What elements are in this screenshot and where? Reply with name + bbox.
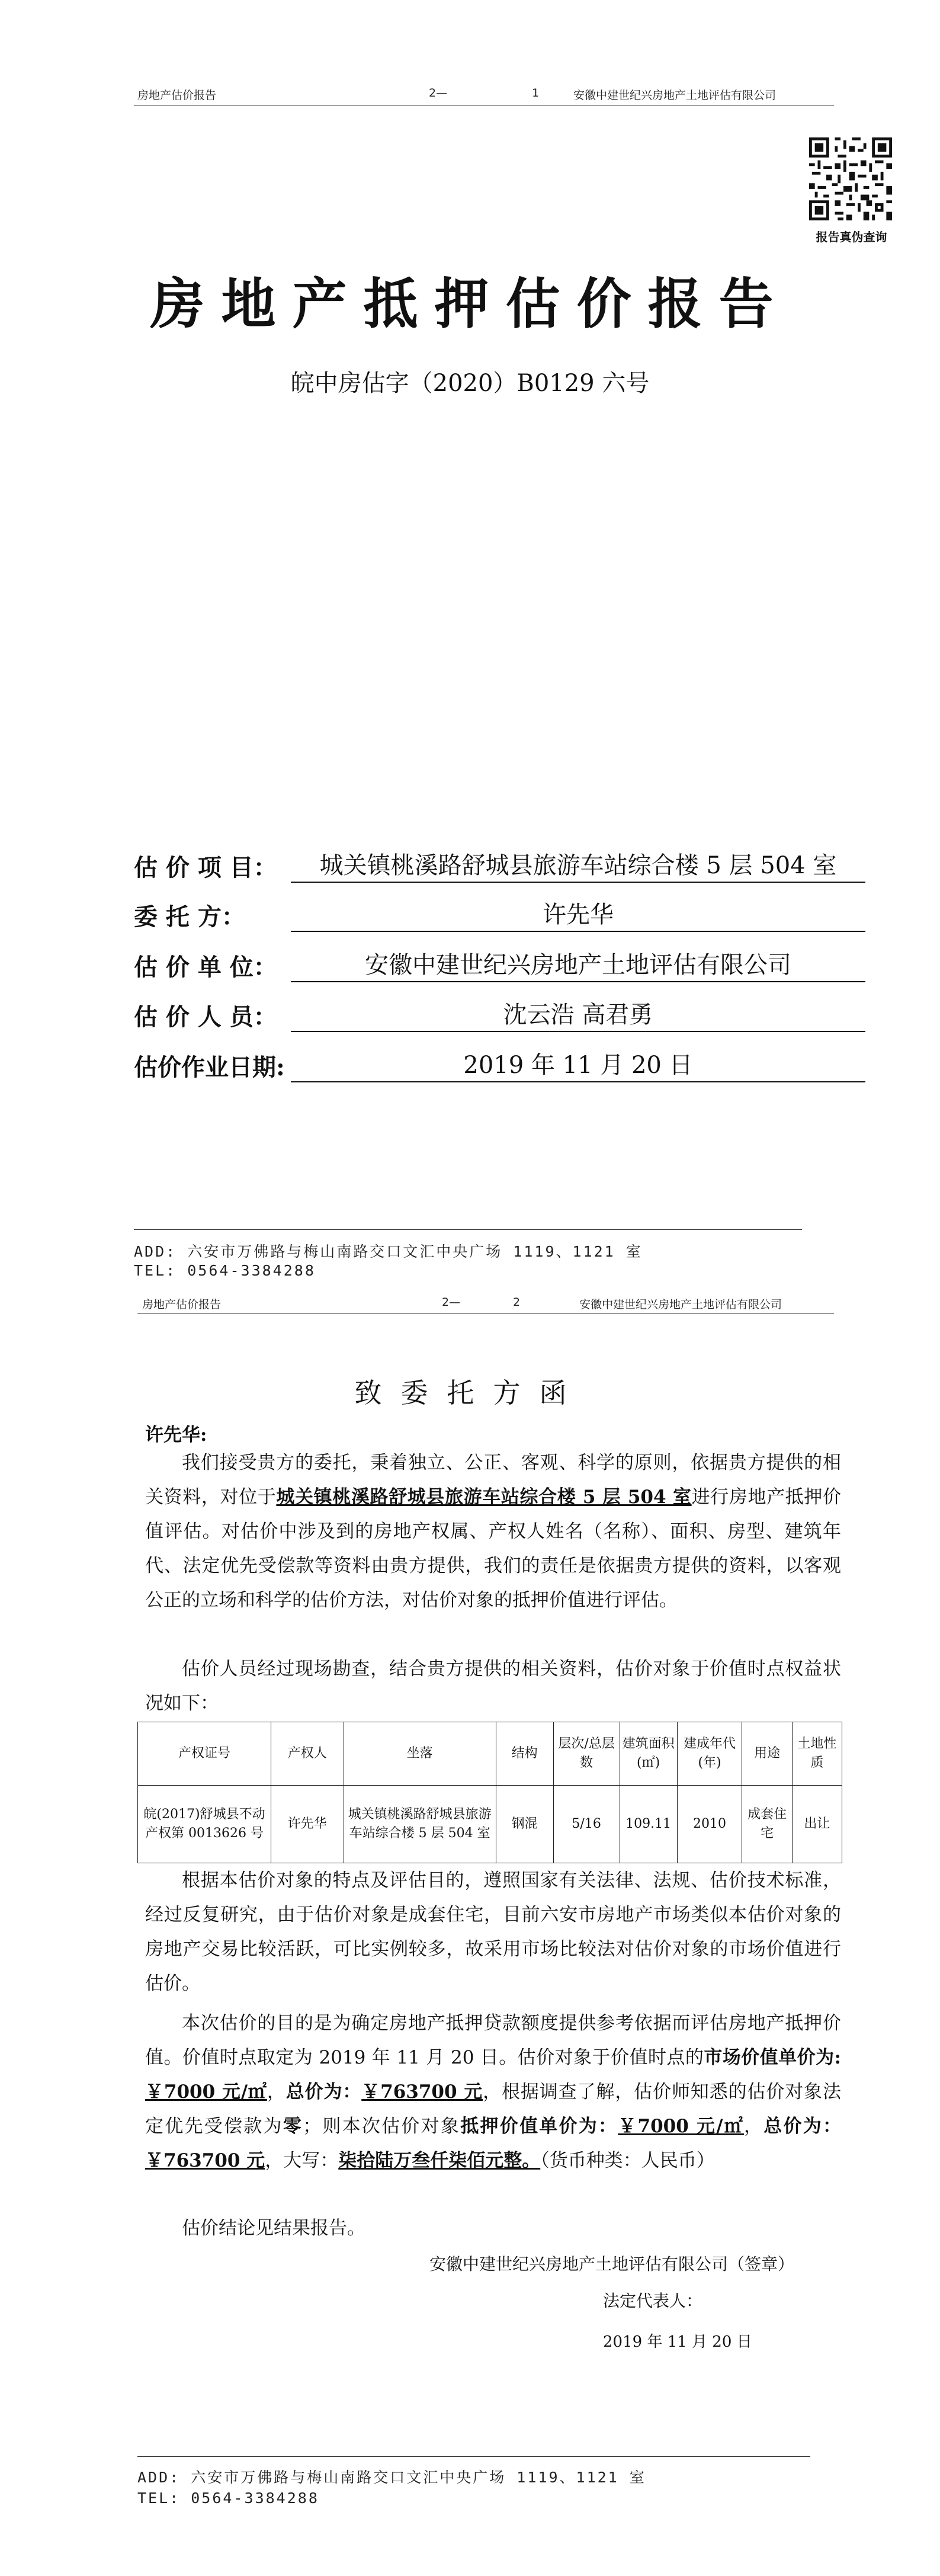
signature-company: 安徽中建世纪兴房地产土地评估有限公司（签章） <box>429 2254 795 2274</box>
intro-text-2: 进行房地产抵押价值评估。对估价中涉及到的房地产权属、产权人姓名（名称）、面积、房型、建筑年代、法定优先受偿款等资料由贵方提供，我们的责任是依据贵方提供的资料，以客观公正的立场和科学的估价方法，对估价对象的抵押价值进行评估。 <box>145 1486 842 1611</box>
value-text: ， <box>267 2081 286 2103</box>
field-value: 城关镇桃溪路舒城县旅游车站综合楼 5 层 504 室 <box>291 847 865 883</box>
page1-header-right: 安徽中建世纪兴房地产土地评估有限公司 <box>573 89 777 102</box>
value-bold: 市场价值单价为: <box>704 2047 841 2068</box>
table-cell: 5/16 <box>553 1786 620 1863</box>
field-appraiser-unit <box>134 947 865 982</box>
signature-representative: 法定代表人： <box>603 2291 703 2311</box>
table-cell: 109.11 <box>620 1786 677 1863</box>
priority-claims: 零 <box>283 2116 303 2137</box>
value-text: 本次估价的目的是为确定房地产抵押贷款额度提供参考依据而评估房地产抵押价值。价值时点取定为 2019 年 11 月 20 日。估价对象于价值时点的 <box>145 2013 841 2068</box>
table-row <box>138 1786 842 1863</box>
field-label: 估 价 人 员： <box>134 1003 277 1031</box>
page1-header-center: 2— <box>429 86 448 100</box>
field-value: 2019 年 11 月 20 日 <box>291 1046 865 1082</box>
table-header-cell: 层次/总层数 <box>553 1722 620 1786</box>
market-total-price: ￥763700 元 <box>361 2081 483 2103</box>
field-label: 估 价 单 位： <box>134 953 277 981</box>
amount-in-words: 柒拾陆万叁仟柒佰元整。 <box>338 2150 541 2171</box>
qr-caption: 报告真伪查询 <box>816 230 887 244</box>
table-header-row <box>138 1722 842 1786</box>
value-bold: 总价为： <box>763 2116 842 2137</box>
paragraph-see-report: 估价结论见结果报告。 <box>182 2218 365 2239</box>
paragraph-conclusion <box>145 2006 841 2178</box>
page2-footer-tel: TEL: 0564-3384288 <box>137 2490 319 2507</box>
table-cell: 皖(2017)舒城县不动产权第 0013626 号 <box>138 1786 271 1863</box>
page2-page-number: 2 <box>513 1296 521 1309</box>
table-cell: 成套住宅 <box>742 1786 792 1863</box>
field-label: 估价作业日期: <box>134 1053 285 1081</box>
signature-date: 2019 年 11 月 20 日 <box>603 2333 752 2351</box>
page1-footer-tel: TEL: 0564-3384288 <box>134 1262 316 1279</box>
field-value: 许先华 <box>291 896 865 932</box>
table-header-cell: 产权证号 <box>138 1722 271 1786</box>
page2-header-right: 安徽中建世纪兴房地产土地评估有限公司 <box>579 1298 782 1311</box>
table-cell: 钢混 <box>496 1786 553 1863</box>
market-unit-price: ￥7000 元/㎡ <box>145 2081 267 2103</box>
field-work-date <box>134 1047 865 1082</box>
page1-footer-rule <box>134 1229 802 1230</box>
table-header-cell: 坐落 <box>344 1722 496 1786</box>
field-project <box>134 847 865 883</box>
page1-footer-address: ADD: 六安市万佛路与梅山南路交口文汇中央广场 1119、1121 室 <box>134 1243 643 1260</box>
intro-text-1: 我们接受贵方的委托，秉着独立、公正、客观、科学的原则，依据贵方提供的相关资料，对位于 <box>145 1452 841 1508</box>
page2-header-left: 房地产估价报告 <box>142 1298 222 1311</box>
value-bold: 抵押价值单价为： <box>460 2116 618 2137</box>
field-label: 委 托 方： <box>134 903 245 931</box>
value-bold: 总价为： <box>285 2081 362 2103</box>
currency-note: （货币种类：人民币） <box>540 2150 715 2171</box>
value-text: ， <box>743 2116 764 2137</box>
field-value: 沈云浩 高君勇 <box>291 996 865 1032</box>
salutation: 许先华: <box>145 1424 207 1446</box>
property-address: 城关镇桃溪路舒城县旅游车站综合楼 5 层 504 室 <box>276 1486 692 1508</box>
value-text: ，大写： <box>265 2150 339 2171</box>
report-number: 皖中房估字（2020）B0129 六号 <box>290 370 650 397</box>
page2-header-center: 2— <box>442 1296 461 1309</box>
table-cell: 出让 <box>792 1786 842 1863</box>
field-appraisers <box>134 997 865 1032</box>
field-client <box>134 896 865 932</box>
letter-title: 致委托方函 <box>354 1377 586 1409</box>
page1-header-left: 房地产估价报告 <box>137 89 217 102</box>
value-text: ，根据调查了解，估价师知悉的估价对象法定优先受偿款为 <box>145 2081 842 2137</box>
table-header-cell: 用途 <box>742 1722 792 1786</box>
qr-code-icon <box>809 137 892 220</box>
table-cell: 2010 <box>677 1786 742 1863</box>
table-cell: 城关镇桃溪路舒城县旅游车站综合楼 5 层 504 室 <box>344 1786 496 1863</box>
value-text: ；则本次估价对象 <box>303 2116 461 2137</box>
page2-footer-address: ADD: 六安市万佛路与梅山南路交口文汇中央广场 1119、1121 室 <box>137 2469 646 2486</box>
mortgage-unit-price: ￥7000 元/㎡ <box>618 2116 744 2137</box>
page1-page-number: 1 <box>532 86 540 100</box>
page2-footer-rule <box>137 2456 810 2457</box>
report-title: 房地产抵押估价报告 <box>150 272 790 336</box>
table-cell: 许先华 <box>271 1786 344 1863</box>
table-header-cell: 建成年代(年) <box>677 1722 742 1786</box>
property-table <box>137 1722 842 1863</box>
table-header-cell: 土地性质 <box>792 1722 842 1786</box>
paragraph-inspection: 估价人员经过现场勘查，结合贵方提供的相关资料，估价对象于价值时点权益状况如下： <box>145 1658 841 1714</box>
field-value: 安徽中建世纪兴房地产土地评估有限公司 <box>291 946 865 982</box>
field-label: 估 价 项 目： <box>134 854 277 882</box>
table-header-cell: 结构 <box>496 1722 553 1786</box>
table-header-cell: 产权人 <box>271 1722 344 1786</box>
table-header-cell: 建筑面积(㎡) <box>620 1722 677 1786</box>
paragraph-intro <box>145 1446 841 1617</box>
mortgage-total-price: ￥763700 元 <box>145 2150 265 2171</box>
paragraph-method: 根据本估价对象的特点及评估目的，遵照国家有关法律、法规、估价技术标准，经过反复研究，由于估价对象是成套住宅，目前六安市房地产市场类似本估价对象的房地产交易比较活跃，可比实例较多，故采用市场比较法对估价对象的市场价值进行估价。 <box>145 1870 841 1994</box>
